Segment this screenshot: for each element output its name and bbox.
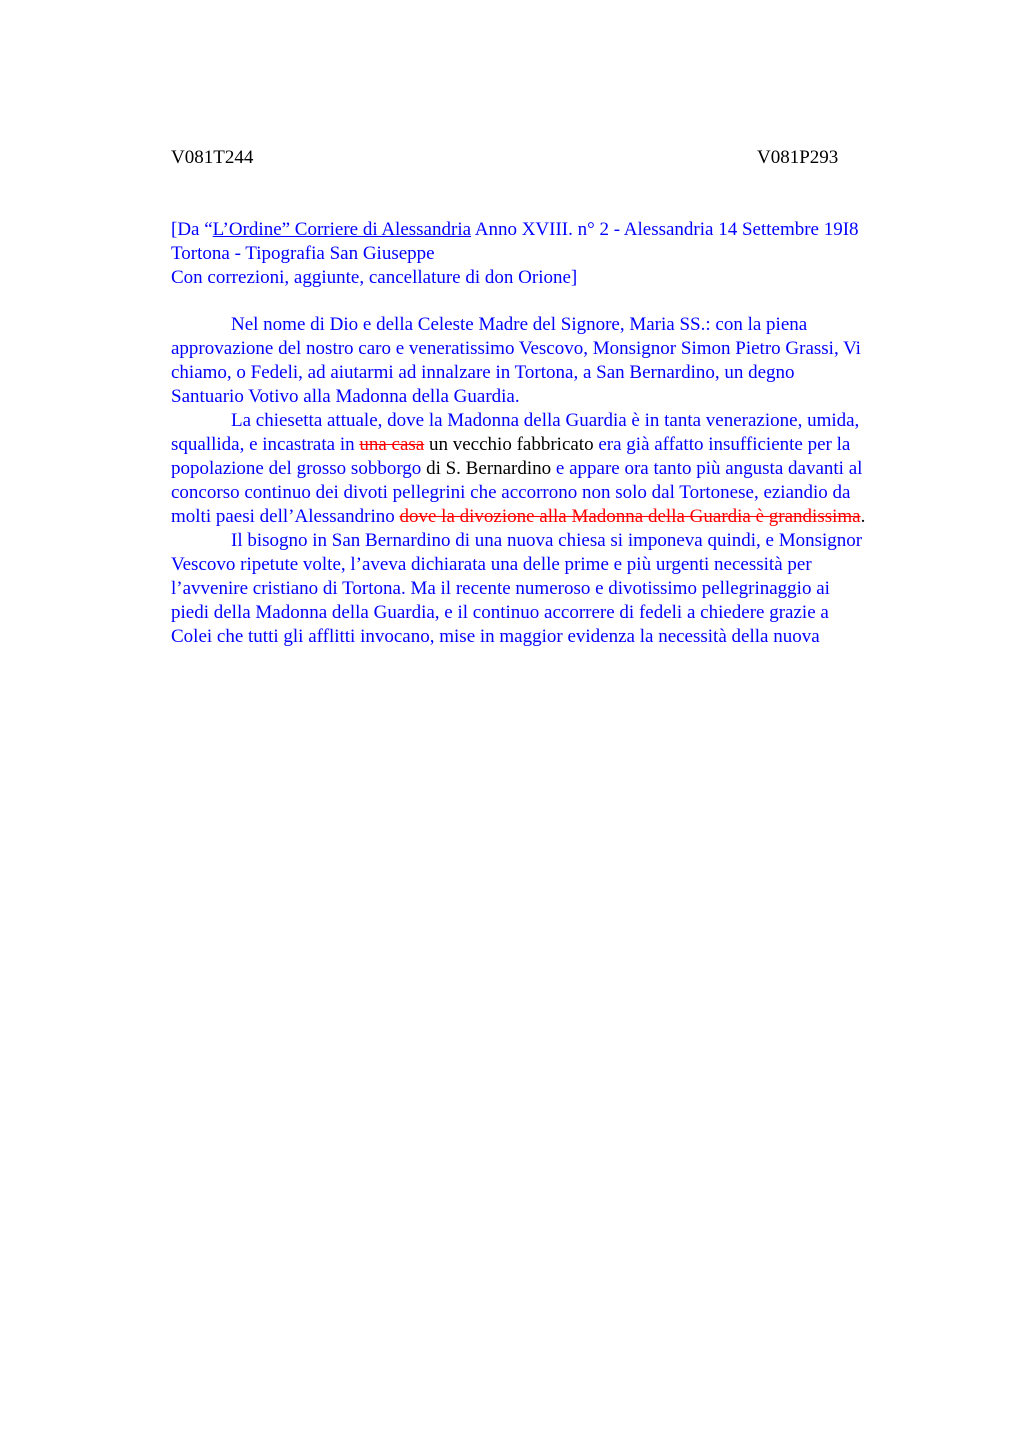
deleted-text: una casa (359, 434, 425, 455)
paragraph-line: Nel nome di Dio e della Celeste Madre del Signore, Maria SS.: con la piena (231, 314, 808, 335)
paragraph-line (171, 457, 931, 481)
paragraph-line: l’avvenire cristiano di Tortona. Ma il recente numeroso e divotissimo pellegrinaggio ai (171, 578, 830, 599)
document-code-right: V081P293 (757, 147, 839, 168)
text-run: era già affatto insufficiente per la (593, 434, 851, 455)
paragraph-line: concorso continuo dei divoti pellegrini che accorrono non solo dal Tortonese, eziandio da (171, 482, 851, 503)
source-line-3: Con correzioni, aggiunte, cancellature di don Orione] (171, 267, 578, 288)
document-body (171, 313, 931, 649)
source-issue: Anno XVIII. n° 2 - Alessandria 14 Settembre 19I8 (471, 219, 859, 240)
inserted-text: un vecchio fabbricato (424, 434, 594, 455)
source-line-2: Tortona - Tipografia San Giuseppe (171, 243, 435, 264)
deleted-text: dove la divozione alla Madonna della Guardia è grandissima (399, 506, 861, 527)
paragraph-line: Vescovo ripetute volte, l’aveva dichiarata una delle prime e più urgenti necessità per (171, 554, 812, 575)
paragraph-3 (171, 529, 931, 649)
paragraph-line: approvazione del nostro caro e veneratissimo Vescovo, Monsignor Simon Pietro Grassi, Vi (171, 338, 861, 359)
paragraph-2 (171, 409, 931, 529)
paragraph-line (171, 505, 931, 529)
paragraph-line (171, 433, 931, 457)
paragraph-line: Il bisogno in San Bernardino di una nuova chiesa si imponeva quindi, e Monsignor (231, 530, 863, 551)
source-citation (171, 218, 931, 290)
paragraph-line: La chiesetta attuale, dove la Madonna della Guardia è in tanta venerazione, umida, (231, 410, 860, 431)
newspaper-name: L’Ordine” Corriere di Alessandria (212, 219, 472, 240)
paragraph-line: Santuario Votivo alla Madonna della Guardia. (171, 386, 520, 407)
paragraph-line: chiamo, o Fedeli, ad aiutarmi ad innalzare in Tortona, a San Bernardino, un degno (171, 362, 795, 383)
text-run: e appare ora tanto più angusta davanti al (551, 458, 863, 479)
source-open: [Da “ (171, 219, 213, 240)
paragraph-1 (171, 313, 931, 409)
inserted-text: di S. Bernardino (421, 458, 552, 479)
document-code-left: V081T244 (171, 147, 254, 168)
paragraph-line: Colei che tutti gli afflitti invocano, mise in maggior evidenza la necessità della nuova (171, 626, 820, 647)
text-run: squallida, e incastrata in (171, 434, 360, 455)
text-run: molti paesi dell’Alessandrino (171, 506, 400, 527)
text-run: popolazione del grosso sobborgo (171, 458, 422, 479)
source-line-1 (171, 218, 931, 242)
paragraph-line: piedi della Madonna della Guardia, e il continuo accorrere di fedeli a chiedere grazie a (171, 602, 829, 623)
text-run: . (860, 506, 866, 527)
